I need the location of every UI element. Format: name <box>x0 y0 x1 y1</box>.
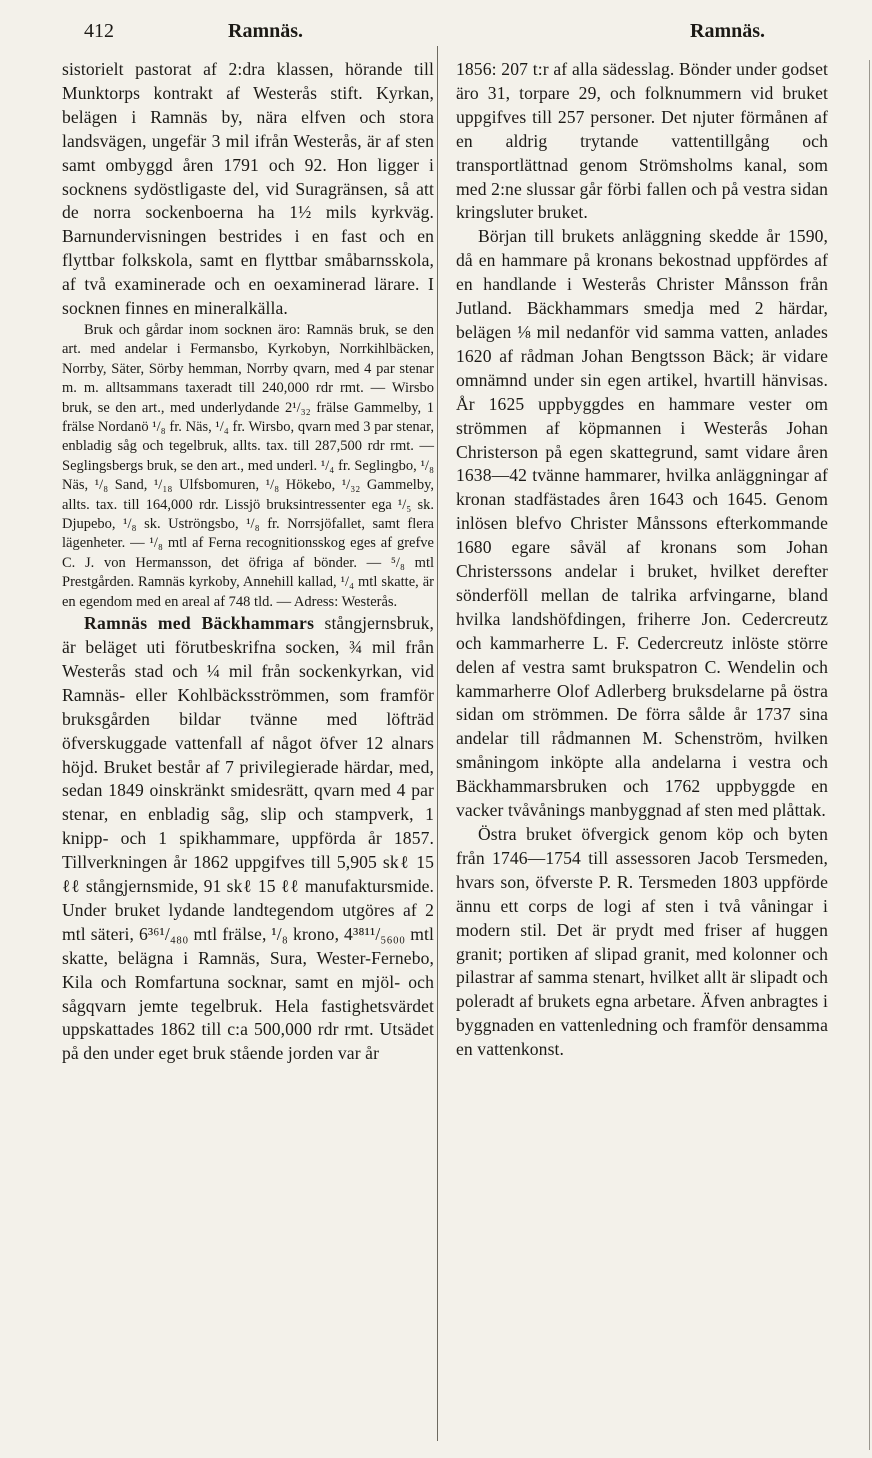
page-number: 412 <box>84 20 114 42</box>
paragraph-history: Början till brukets anläggning skedde år 1590, då en hammare på kronans bekostnad uppfördes af en handlande i Westerås Christer Månsson från Jutland. Bäckhammars smedja med 2 härdar, belägen ⅛ mil nedanför vid samma vatten, anlades 1620 af rådman Johan Bengtsson Bäck; är vidare omnämnd under sin egen artikel, hvartill hänvisas. År 1625 uppbyggdes en hammare vester om strömmen af köpmannen i Westerås Johan Christerson på egen skattegrund, samt vidare åren 1638—42 tvänne hammarer, hvilka anläggningar af kronan stadfästades åren 1643 och 1645. Genom inlösen blefvo Christer Månssons efterkommande 1680 egare såväl af kronans som Johan Christerssons andelar i bruket, hvilket derefter sönderföll mellan de talrika arfvingarne, bland hvilka landshöfdingen, friherre Jon. Cedercreutz och kammarherre L. F. Cedercreutz inlöste större delen af vestra samt brukspatron C. Wendelin och kammarherre Olof Adlerberg bruksdelarne på östra sidan om strömmen. De förra sålde år 1737 sina andelar till rådmannen M. Schenström, hvilken småningom inköpte alla andelarna i vestra och Bäckhammarsbruken och 1762 uppbyggde en vacker tvåvånings manbyggnad af sten med plåttak. <box>456 226 828 821</box>
paragraph-ramnas-works <box>62 612 434 1066</box>
running-header <box>60 20 832 46</box>
paragraph-eastern-works: Östra bruket öfvergick genom köp och byten från 1746—1754 till assessoren Jacob Tersmeden, hvars son, öfverste P. R. Tersmeden 1803 uppförde ännu ett corps de logi af sten i två våningar i modern stil. Det är prydt med friser af huggen granit; portiken af slipad granit, med kolonner och pilastrar af samma stenart, hvilket allt är slipadt och poleradt af brukets egna arbetare. Äfven anbragtes i byggnaden en vattenledning och framför densamma en vattenkonst. <box>456 824 828 1060</box>
running-title-right: Ramnäs. <box>690 20 766 42</box>
page-edge-line <box>869 60 870 1450</box>
entry-heading: Ramnäs med Bäckhammars <box>84 613 315 634</box>
right-column <box>456 58 828 1062</box>
entry-body: stångjernsbruk, är beläget uti förutbeskrifna socken, ¾ mil från Westerås stad och ¼ mil från sockenkyrkan, vid Ramnäs- eller Kohlbäcksströmmen, som framför bruksgården bildar tvänne med löfträd öfverskuggade vattenfall af något öfver 12 alnars höjd. Bruket består af 7 privilegierade härdar, med, sedan 1849 oinskränkt smidesrätt, qvarn med 4 par stenar, en enbladig såg, slip och stampverk, 1 knipp- och 1 spikhammare, uppförda år 1857. Tillverkningen år 1862 uppgifves till 5,905 skℓ 15 ℓℓ stångjernsmide, 91 skℓ 15 ℓℓ manufaktursmide. Under bruket lydande landtegendom utgöres af 2 mtl säteri, 6³⁶¹/₄₈₀ mtl frälse, ¹/₈ krono, 4³⁸¹¹/₅₆₀₀ mtl skatte, belägna i Ramnäs, Sura, Wester-Fernebo, Kila och Romfartuna socknar, samt en mjöl- och sågqvarn jemte tegelbruk. Hela fastighetsvärdet uppskattades 1862 till c:a 500,000 rdr rmt. Utsädet på den under eget bruk stående jorden var år <box>62 613 434 1064</box>
column-divider <box>437 46 438 1441</box>
left-column <box>62 58 434 1066</box>
paragraph-estates-list: Bruk och gårdar inom socknen äro: Ramnäs bruk, se den art. med andelar i Fermansbo, Kyrkobyn, Norrkihlbäcken, Norrby, Säter, Sörby hemman, Norrby qvarn, med 4 par stenar m. m. alltsammans taxeradt till 240,000 rdr rmt. — Wirsbo bruk, se den art., med underlydande 2¹/₃₂ frälse Gammelby, 1 frälse Nordanö ¹/₈ fr. Näs, ¹/₄ fr. Wirsbo, qvarn med 3 par stenar, enbladig såg och tegelbruk, allts. tax. till 287,500 rdr rmt. — Seglingsbergs bruk, se den art., med underl. ¹/₄ fr. Seglingbo, ¹/₈ Näs, ¹/₈ Sand, ¹/₁₈ Ulfsbomuren, ¹/₈ Hökebo, ¹/₃₂ Gammelby, allts. tax. till 164,000 rdr. Lissjö bruksintressenter ega ¹/₅ sk. Djupebo, ¹/₈ sk. Uströngsbo, ¹/₈ fr. Norrsjöfallet, samt flera lägenheter. — ¹/₈ mtl af Ferna recognitionsskog eges af grefve C. J. von Hermansson, det öfriga af bönder. — ⁵/₈ mtl Prestgården. Ramnäs kyrkoby, Annehill kallad, ¹/₄ mtl skatte, är en egendom med en areal af 748 tld. — Adress: Westerås. <box>62 321 434 610</box>
running-title-left: Ramnäs. <box>228 20 304 42</box>
paragraph-continuation: 1856: 207 t:r af alla sädesslag. Bönder under godset äro 31, torpare 29, och folknummern vid bruket uppgifves till 257 personer. Det njuter förmånen af en aldrig trytande vattentillgång och transportlättnad genom Strömsholms kanal, som med 2:ne slussar går förbi fallen och på vestra sidan kringsluter bruket. <box>456 59 828 223</box>
paragraph-parish-description: sistorielt pastorat af 2:dra klassen, hörande till Munktorps kontrakt af Westerås stift. Kyrkan, belägen i Ramnäs by, nära elfven och stora landsvägen, ungefär 3 mil ifrån Westerås, är af sten samt ombyggd åren 1791 och 92. Hon ligger i socknens sydöstligaste del, vid Suragränsen, så att de norra sockenboerna ha 1½ mils kyrkväg. Barnundervisningen bestrides i en fast och en flyttbar folkskola, samt en flyttbar småbarnsskola, af två examinerade och en oexaminerad lärare. I socknen finnes en mineralkälla. <box>62 59 434 319</box>
